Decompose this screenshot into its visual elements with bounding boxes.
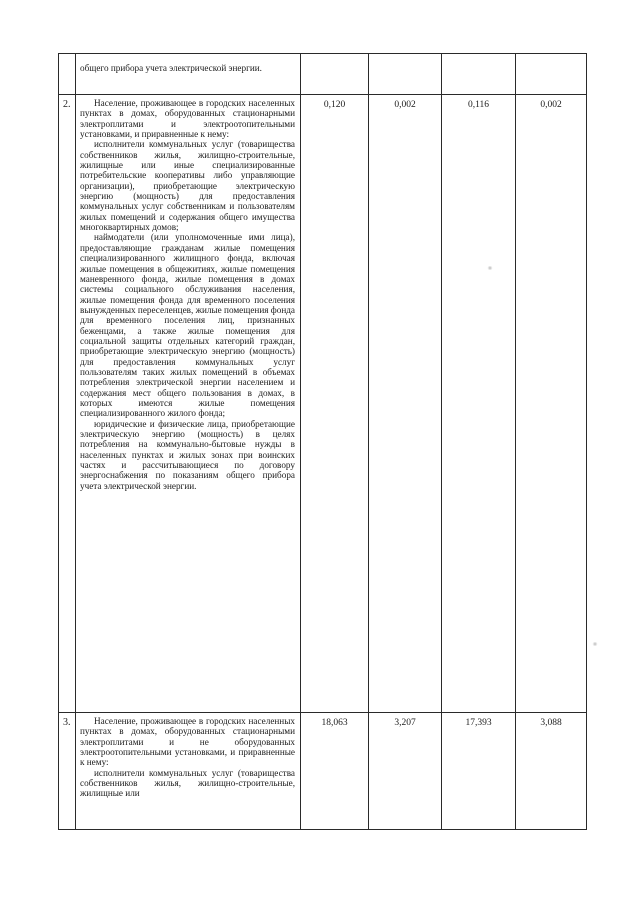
row-number (59, 54, 76, 95)
description-paragraph: Население, проживающее в городских населенных пунктах в домах, оборудованных стационарными электроплитами и не оборудованных электроотопительными установками, и приравненные к нему: (80, 716, 295, 768)
value-cell: 3,207 (369, 713, 442, 830)
value-cell: 0,002 (369, 95, 442, 713)
scan-speck (487, 266, 493, 270)
scan-speck (592, 642, 598, 646)
description-paragraph: юридические и физические лица, приобретающие электрическую энергию (мощность) в целях потребления на коммунально-бытовые нужды в населенных пунктах и жилых зонах при воинских частях и рассчитывающиеся по договору энергоснабжения по показаниям общего прибора учета электрической энергии. (80, 418, 295, 491)
description-paragraph: Население, проживающее в городских населенных пунктах в домах, оборудованных стационарными электроплитами и электроотопительными установками, и приравненные к нему: (80, 98, 295, 140)
value-cell (516, 54, 587, 95)
tariff-table (58, 53, 587, 830)
description-paragraph: наймодатели (или уполномоченные ими лица), предоставляющие гражданам жилые помещения специализированного жилищного фонда, включая жилые помещения в общежитиях, жилые помещения маневренного фонда, жилые помещения в домах системы социального обслуживания населения, жилые помещения фонда для временного поселения вынужденных переселенцев, жилые помещения фонда для временного поселения лиц, признанных беженцами, а также жилые помещения для социальной защиты отдельных категорий граждан, приобретающие электрическую энергию (мощность) для предоставления коммунальных услуг пользователям таких жилых помещений в объемах потребления электрической энергии населением и содержания мест общего пользования в домах, в которых имеются жилые помещения специализированного жилого фонда; (80, 232, 295, 419)
value-cell: 0,120 (301, 95, 369, 713)
row-number: 2. (59, 95, 76, 713)
row-description (76, 54, 301, 95)
row-description (76, 713, 301, 830)
description-paragraph: исполнители коммунальных услуг (товарищества собственников жилья, жилищно-строительные, жилищные или (80, 767, 295, 799)
row-number: 3. (59, 713, 76, 830)
value-cell (301, 54, 369, 95)
value-cell (369, 54, 442, 95)
row-description (76, 95, 301, 713)
value-cell (442, 54, 516, 95)
value-cell: 0,116 (442, 95, 516, 713)
value-cell: 18,063 (301, 713, 369, 830)
value-cell: 0,002 (516, 95, 587, 713)
table-row (59, 54, 587, 95)
description-paragraph: общего прибора учета электрической энергии. (80, 63, 262, 73)
value-cell: 17,393 (442, 713, 516, 830)
value-cell: 3,088 (516, 713, 587, 830)
description-paragraph: исполнители коммунальных услуг (товарищества собственников жилья, жилищно-строительные, жилищные или иные специализированные потребительские кооперативы либо управляющие организации), приобретающие электрическую энергию (мощность) для предоставления коммунальных услуг собственникам и пользователям жилых помещений и содержания общего имущества многоквартирных домов; (80, 139, 295, 233)
table-row (59, 713, 587, 830)
table-row (59, 95, 587, 713)
